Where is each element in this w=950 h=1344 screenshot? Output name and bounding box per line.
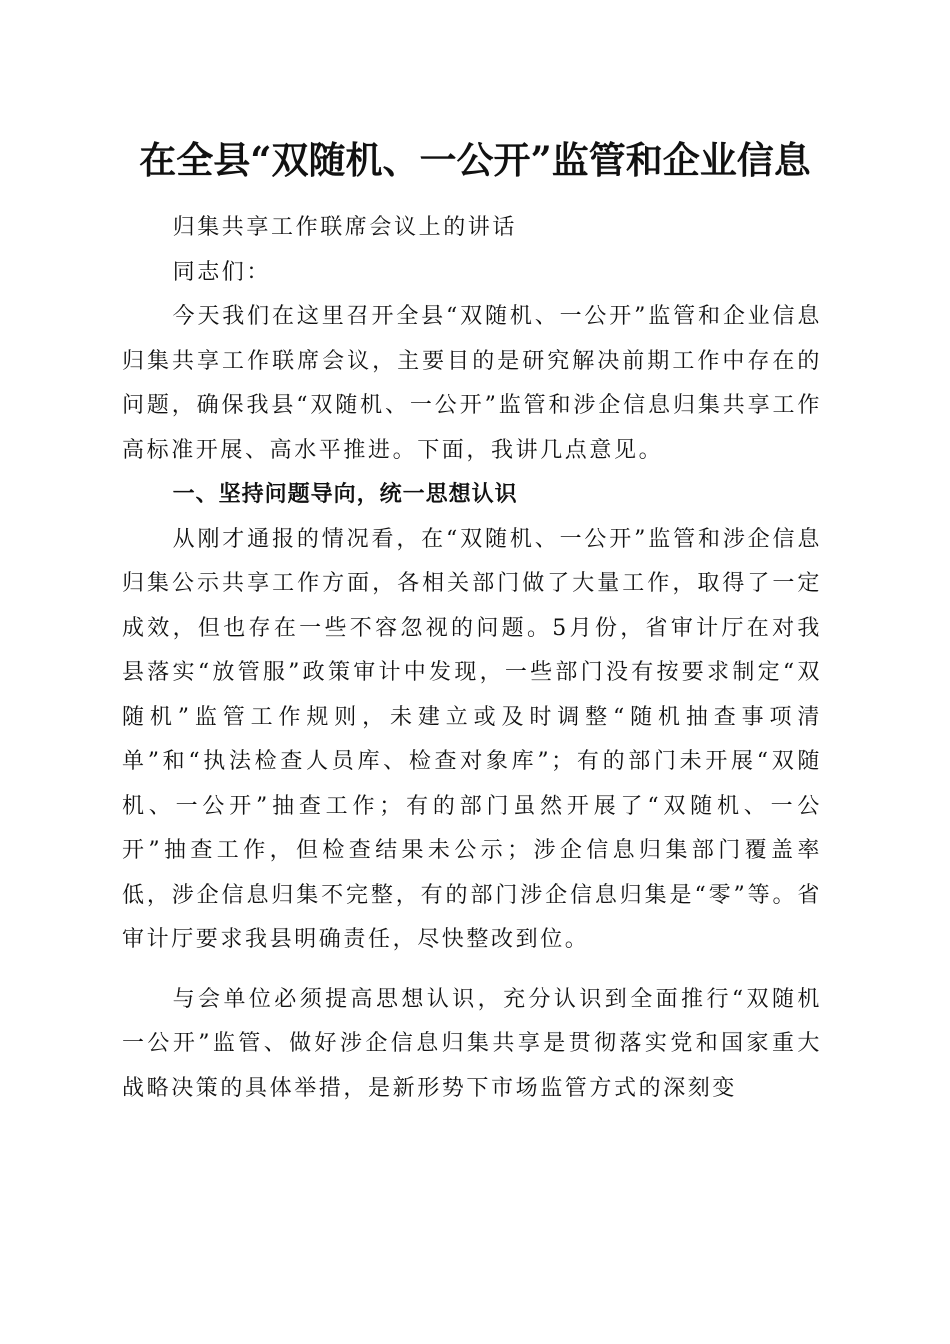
document-subtitle: 归集共享工作联席会议上的讲话 [172, 215, 517, 240]
document-body [122, 206, 822, 1111]
section-heading: 一、坚持问题导向，统一思想认识 [172, 482, 518, 507]
salutation: 同志们： [172, 259, 271, 285]
body-paragraph: 从刚才通报的情况看，在“双随机、一公开”监管和涉企信息归集公示共享工作方面，各相关部门做了大量工作，取得了一定成效，但也存在一些不容忽视的问题。5月份，省审计厅在对我县落实“放管服”政策审计中发现，一些部门没有按要求制定“双随机”监管工作规则，未建立或及时调整“随机抽查事项清单”和“执法检查人员库、检查对象库”；有的部门未开展“双随机、一公开”抽查工作；有的部门虽然开展了“双随机、一公开”抽查工作，但检查结果未公示；涉企信息归集部门覆盖率低，涉企信息归集不完整，有的部门涉企信息归集是“零”等。省审计厅要求我县明确责任，尽快整改到位。 [122, 526, 822, 952]
body-paragraph: 与会单位必须提高思想认识，充分认识到全面推行“双随机一公开”监管、做好涉企信息归集共享是贯彻落实党和国家重大战略决策的具体举措，是新形势下市场监管方式的深刻变 [122, 986, 822, 1101]
intro-paragraph: 今天我们在这里召开全县“双随机、一公开”监管和企业信息归集共享工作联席会议，主要目的是研究解决前期工作中存在的问题，确保我县“双随机、一公开”监管和涉企信息归集共享工作高标准开展、高水平推进。下面，我讲几点意见。 [122, 304, 822, 463]
document-title: 在全县“双随机、一公开”监管和企业信息 [139, 138, 811, 182]
